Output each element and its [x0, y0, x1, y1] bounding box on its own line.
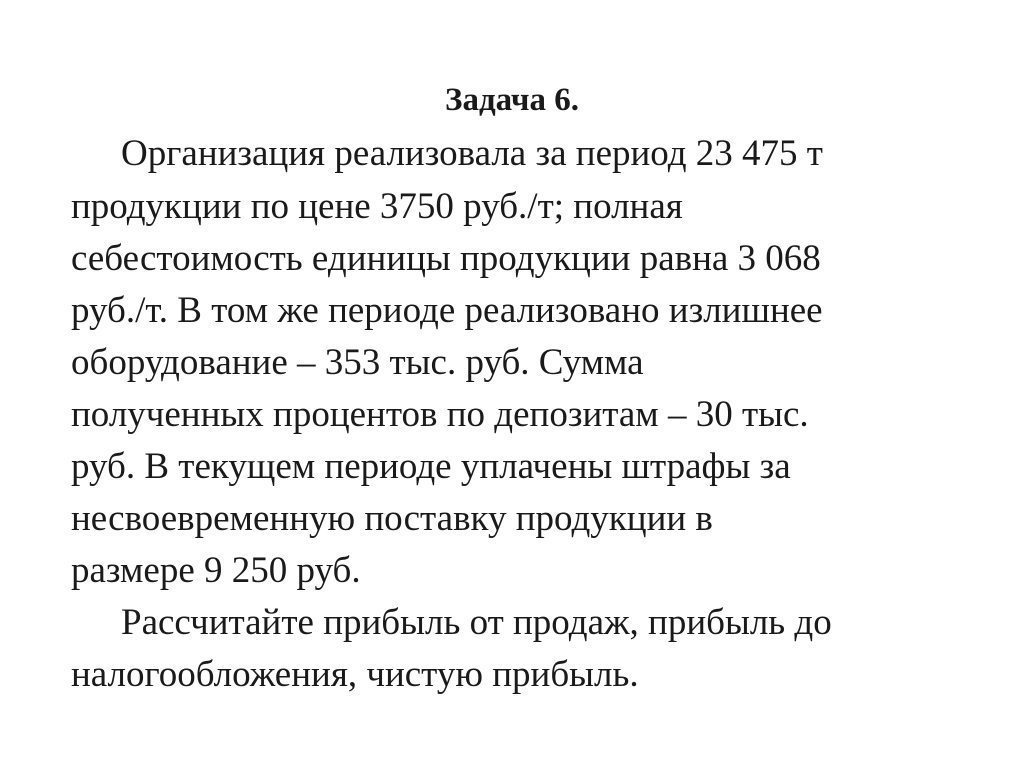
task-text-line-7: руб. В текущем периоде уплачены штрафы за	[71, 446, 791, 487]
task-text-line-8: несвоевременную поставку продукции в	[71, 498, 713, 539]
task-text-line-3: себестоимость единицы продукции равна 3 068	[71, 238, 821, 279]
task-text-line-4: руб./т. В том же периоде реализовано излишнее	[71, 290, 823, 331]
task-text-line-5: оборудование – 353 тыс. руб. Сумма	[71, 342, 644, 383]
task-title: Задача 6.	[445, 82, 579, 118]
task-text-line-6: полученных процентов по депозитам – 30 тыс.	[71, 394, 809, 435]
task-question-line-2: налогообложения, чистую прибыль.	[71, 654, 639, 695]
task-question-line-1: Рассчитайте прибыль от продаж, прибыль до	[121, 602, 832, 643]
task-text-line-9: размере 9 250 руб.	[71, 550, 361, 591]
task-text-line-2: продукции по цене 3750 руб./т; полная	[71, 186, 683, 227]
task-text-line-1: Организация реализовала за период 23 475 т	[121, 133, 823, 174]
